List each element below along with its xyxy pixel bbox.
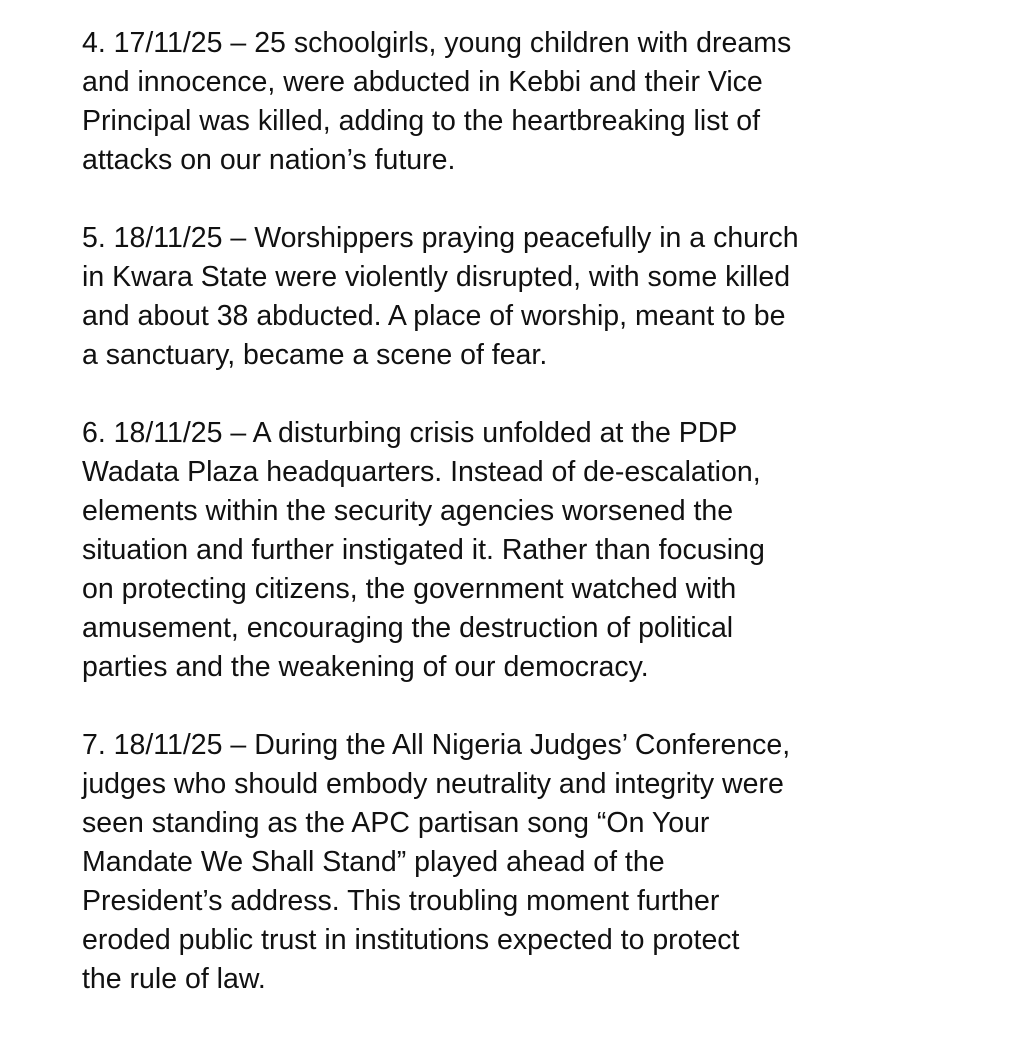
text-line: elements within the security agencies worsened the	[82, 495, 734, 527]
text-line: seen standing as the APC partisan song “On Your	[82, 807, 710, 839]
document-body	[82, 24, 1002, 1038]
list-item-paragraph	[82, 219, 1002, 375]
text-line: 6. 18/11/25 – A disturbing crisis unfolded at the PDP	[82, 417, 738, 449]
text-line: 5. 18/11/25 – Worshippers praying peacefully in a church	[82, 222, 799, 254]
text-line: situation and further instigated it. Rather than focusing	[82, 534, 765, 566]
text-line: and about 38 abducted. A place of worship, meant to be	[82, 300, 786, 332]
text-line: President’s address. This troubling moment further	[82, 885, 720, 917]
text-line: 7. 18/11/25 – During the All Nigeria Judges’ Conference,	[82, 729, 791, 761]
text-line: eroded public trust in institutions expected to protect	[82, 924, 740, 956]
text-line: parties and the weakening of our democracy.	[82, 651, 649, 683]
text-line: attacks on our nation’s future.	[82, 144, 456, 176]
text-line: amusement, encouraging the destruction of political	[82, 612, 734, 644]
text-line: Principal was killed, adding to the heartbreaking list of	[82, 105, 761, 137]
list-item-paragraph	[82, 24, 1002, 180]
text-line: and innocence, were abducted in Kebbi and their Vice	[82, 66, 763, 98]
list-item-paragraph	[82, 414, 1002, 687]
text-line: a sanctuary, became a scene of fear.	[82, 339, 548, 371]
text-line: the rule of law.	[82, 963, 266, 995]
text-line: on protecting citizens, the government watched with	[82, 573, 737, 605]
text-line: judges who should embody neutrality and integrity were	[82, 768, 784, 800]
text-line: Wadata Plaza headquarters. Instead of de-escalation,	[82, 456, 761, 488]
list-item-paragraph	[82, 726, 1002, 999]
text-line: in Kwara State were violently disrupted, with some killed	[82, 261, 791, 293]
text-line: 4. 17/11/25 – 25 schoolgirls, young children with dreams	[82, 27, 792, 59]
text-line: Mandate We Shall Stand” played ahead of the	[82, 846, 665, 878]
